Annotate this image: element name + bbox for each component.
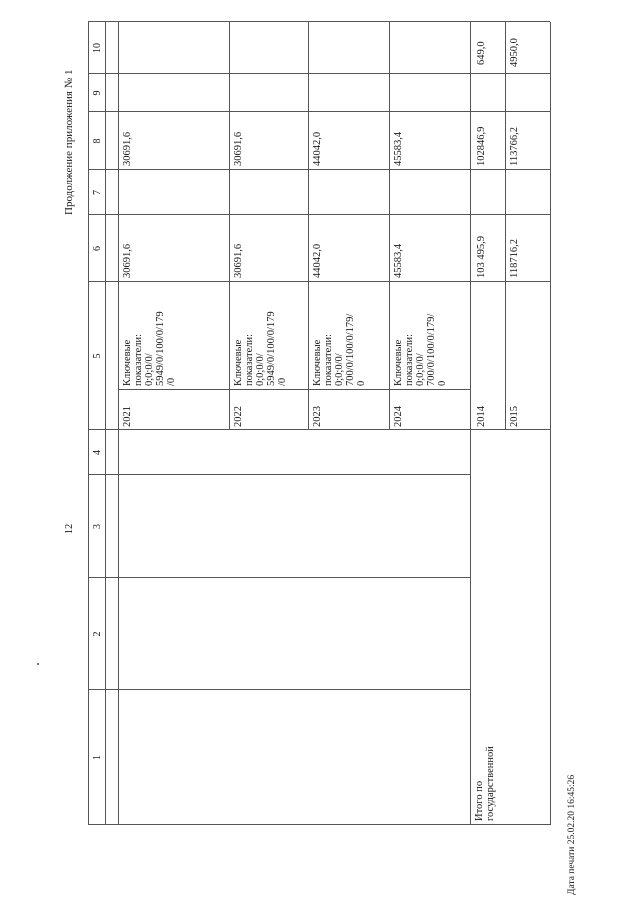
col-num-6: 6 bbox=[92, 246, 103, 251]
value-cell: 44042,0 bbox=[312, 131, 323, 166]
grid-line bbox=[505, 22, 506, 430]
year-cell: 2024 bbox=[393, 406, 404, 427]
value-cell: 44042,0 bbox=[312, 243, 323, 278]
value-cell: 45583,4 bbox=[393, 131, 404, 166]
col-num-3: 3 bbox=[92, 524, 103, 529]
col-num-9: 9 bbox=[92, 90, 103, 96]
value-cell: 30691,6 bbox=[122, 243, 133, 278]
total-value-cell: 103 495,9 bbox=[476, 236, 487, 278]
value-cell: 30691,6 bbox=[233, 243, 244, 278]
grid-line bbox=[118, 389, 471, 390]
grid-line bbox=[88, 169, 550, 170]
value-cell: 45583,4 bbox=[393, 243, 404, 278]
grid-line bbox=[229, 22, 230, 430]
year-cell: 2022 bbox=[233, 406, 244, 427]
grid-line bbox=[88, 214, 550, 215]
total-value-cell: 649,0 bbox=[476, 41, 487, 65]
page-number: 12 bbox=[64, 523, 75, 535]
col-num-1: 1 bbox=[92, 755, 103, 760]
year-cell: 2023 bbox=[312, 406, 323, 427]
key-indicators-cell: Ключевые показатели: 0;0;0/0/ 700/0/100/0/179/ 0 bbox=[312, 313, 367, 386]
col-num-4: 4 bbox=[92, 450, 103, 455]
grid-line bbox=[470, 22, 471, 825]
scan-speck bbox=[37, 663, 39, 665]
key-indicators-cell: Ключевые показатели: 0;0;0/0/ 700/0/100/0/179/ 0 bbox=[393, 313, 448, 386]
value-cell: 30691,6 bbox=[233, 131, 244, 166]
year-cell: 2021 bbox=[122, 406, 133, 427]
grid-line bbox=[88, 429, 550, 430]
grid-line bbox=[105, 22, 106, 825]
col-num-7: 7 bbox=[92, 190, 103, 195]
grid-line bbox=[88, 73, 550, 74]
grid-line bbox=[389, 22, 390, 430]
col-num-8: 8 bbox=[92, 138, 103, 144]
totals-label: Итого по государственной bbox=[474, 746, 496, 821]
grid-line bbox=[118, 22, 119, 825]
total-value-cell: 102846,9 bbox=[476, 126, 487, 166]
continuation-note: Продолжение приложения № 1 bbox=[63, 69, 75, 215]
grid-line bbox=[88, 577, 470, 578]
grid-line bbox=[88, 22, 89, 825]
total-value-cell: 118716,2 bbox=[509, 239, 520, 278]
grid-line bbox=[88, 824, 550, 825]
key-indicators-cell: Ключевые показатели: 0;0;0/0/ 5949/0/100/0/179 /0 bbox=[233, 311, 288, 386]
grid-line bbox=[88, 689, 470, 690]
col-num-2: 2 bbox=[92, 631, 103, 637]
key-indicators-cell: Ключевые показатели: 0;0;0/0/ 5949/0/100/0/179 /0 bbox=[122, 311, 177, 386]
grid-line bbox=[88, 474, 470, 475]
print-date: Дата печати 25.02.20 16:45:26 bbox=[567, 774, 577, 895]
value-cell: 30691,6 bbox=[122, 131, 133, 166]
col-num-10: 10 bbox=[92, 43, 103, 53]
grid-line bbox=[308, 22, 309, 430]
total-value-cell: 4950,0 bbox=[509, 38, 520, 67]
year-cell: 2014 bbox=[476, 406, 487, 427]
grid-line bbox=[550, 22, 551, 825]
col-num-5: 5 bbox=[92, 353, 103, 359]
year-cell: 2015 bbox=[509, 406, 520, 427]
total-value-cell: 113766,2 bbox=[509, 127, 520, 166]
